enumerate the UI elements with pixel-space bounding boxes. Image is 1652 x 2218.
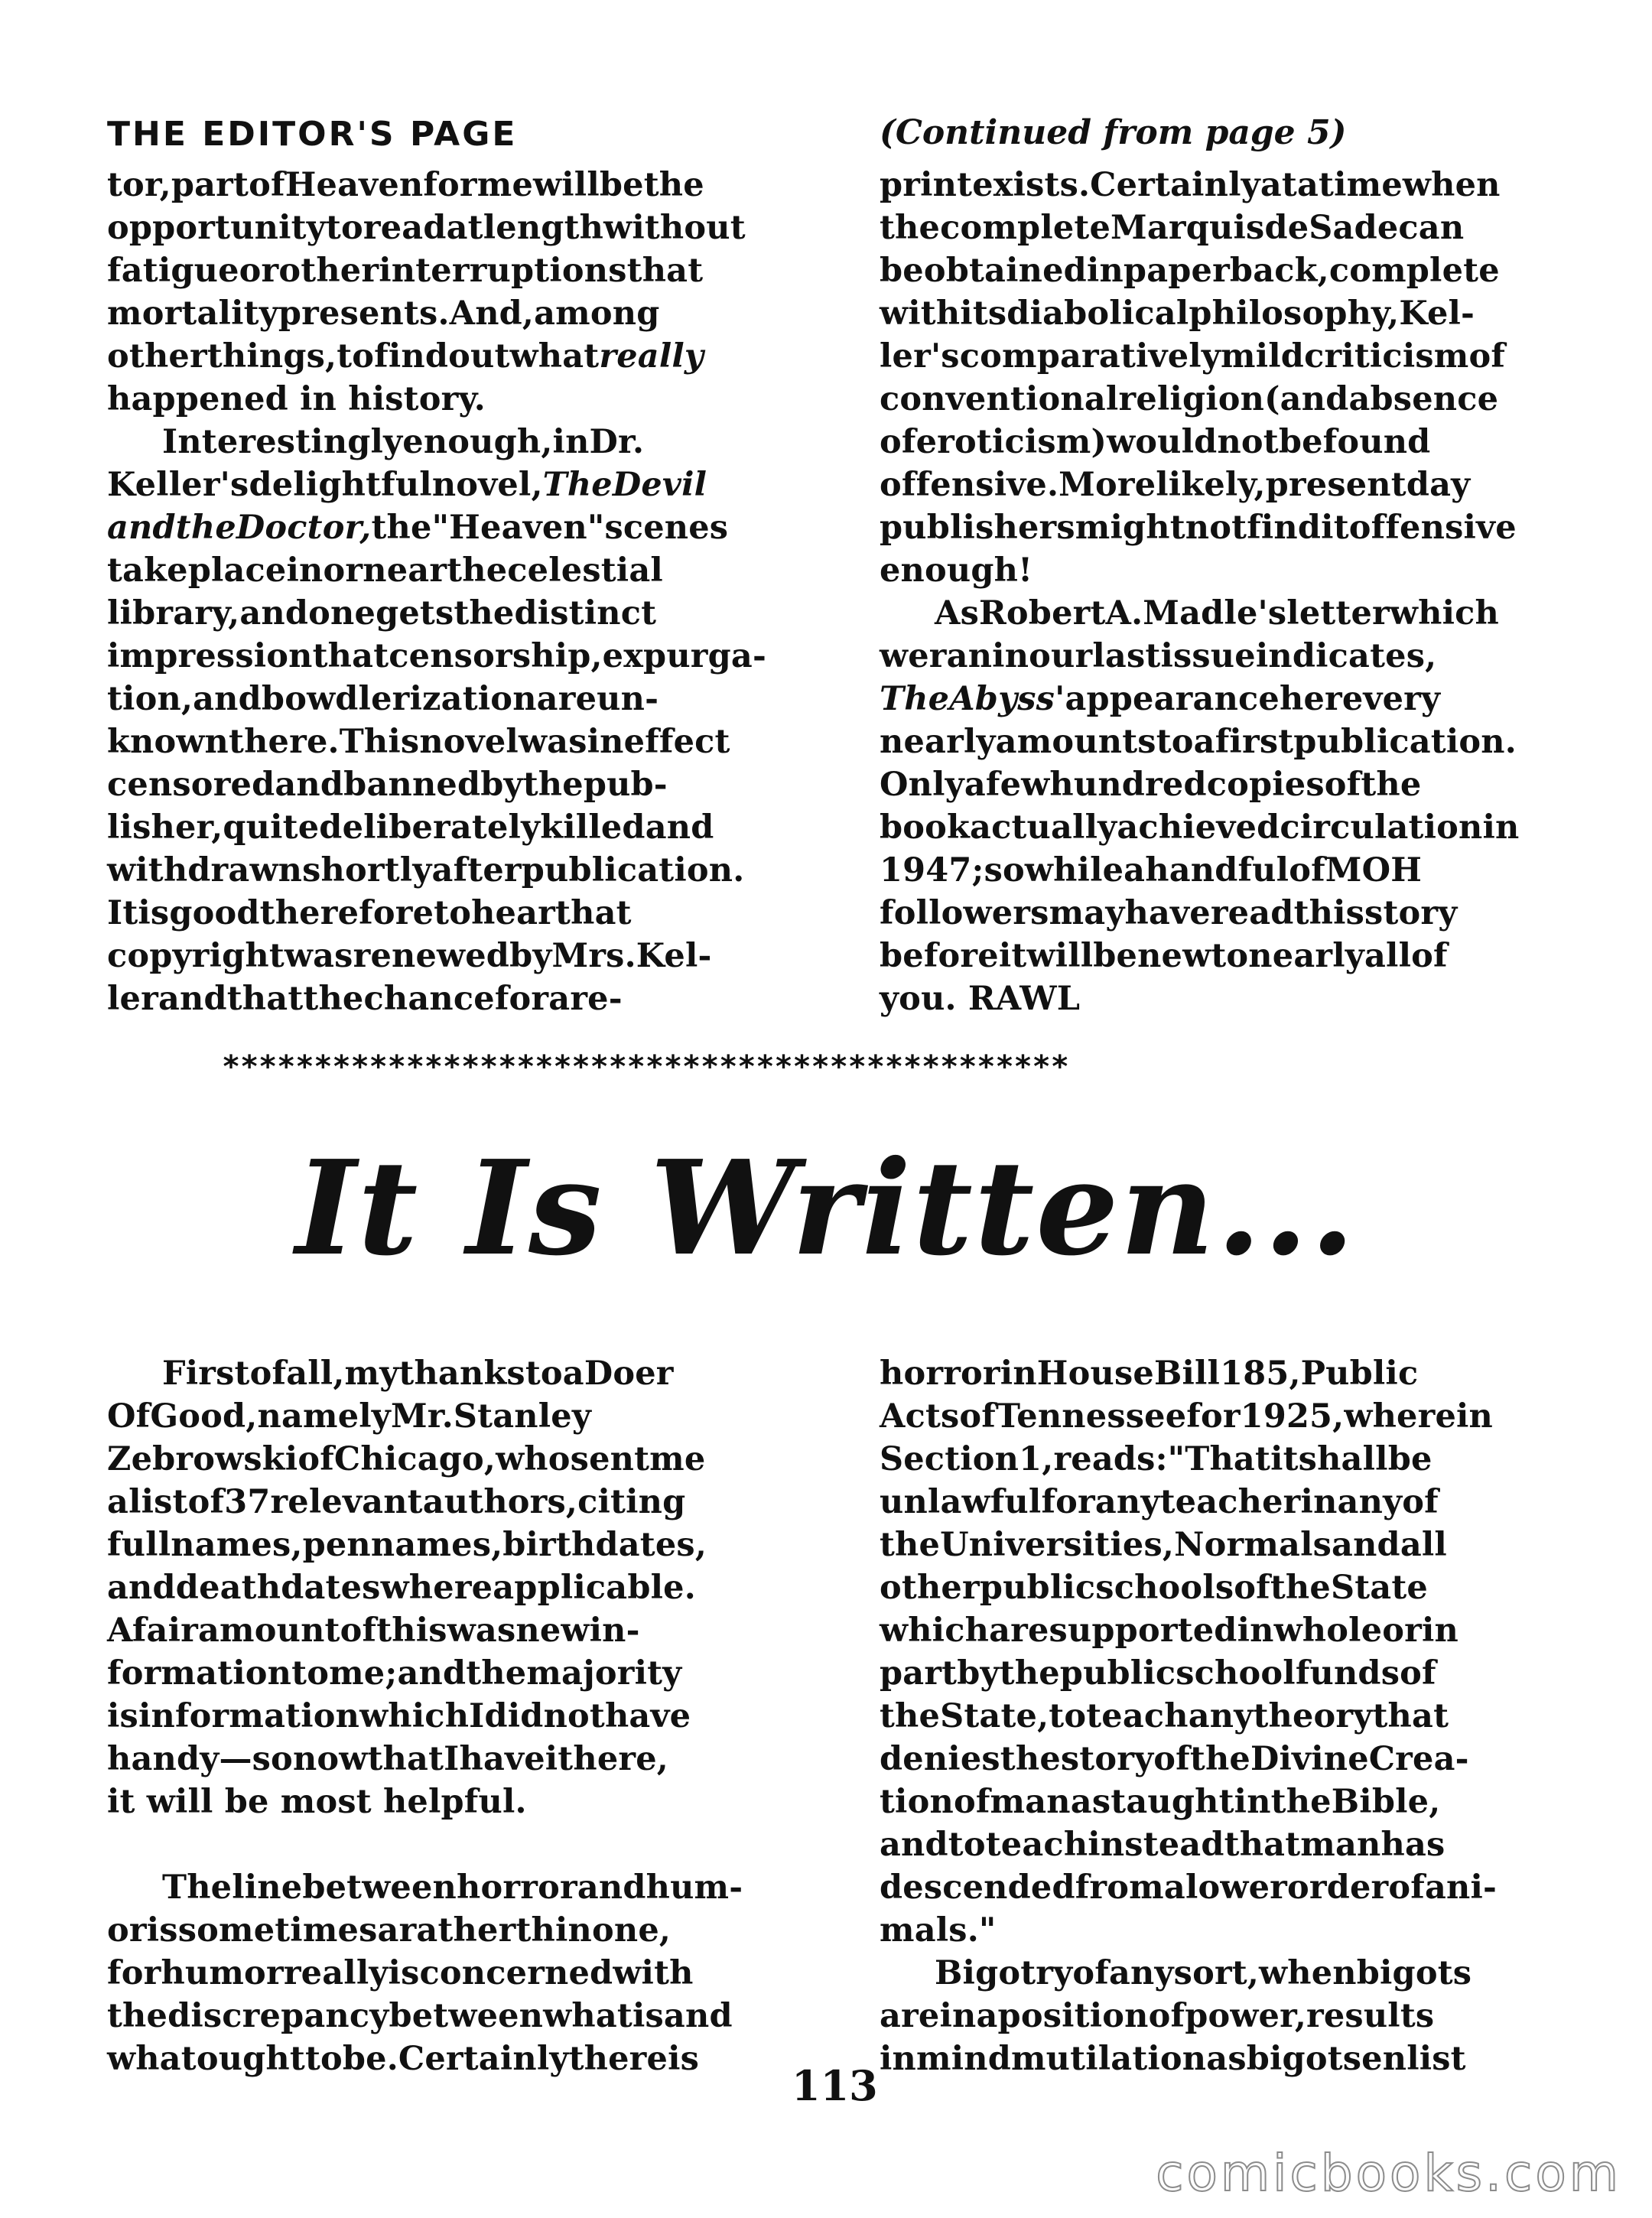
text-line: you. RAWL <box>880 980 1081 1018</box>
text-line: inmindmutilationasbigotsenlist <box>880 2040 1466 2078</box>
text-line: weraninourlastissueindicates, <box>880 637 1437 675</box>
text-line: anddeathdateswhereapplicable. <box>107 1569 696 1607</box>
text-line: knownthere.Thisnovelwasineffect <box>107 723 730 761</box>
text-line: deniesthestoryoftheDivineCrea- <box>880 1740 1469 1778</box>
text-line: Keller'sdelightfulnovel,TheDevil <box>107 466 707 504</box>
text-line: publishersmightnotfinditoffensive <box>880 509 1517 547</box>
text-line: ActsofTennesseefor1925,wherein <box>880 1397 1494 1436</box>
text-line: beforeitwillbenewtonearlyallof <box>880 937 1448 975</box>
text-line: thecompleteMarquisdeSadecan <box>880 209 1465 247</box>
watermark-logo: comicbooks.com <box>1156 2144 1621 2203</box>
text-line: horrorinHouseBill185,Public <box>880 1355 1419 1393</box>
text-line: Firstofall,mythankstoaDoer <box>162 1355 674 1393</box>
text-line: withitsdiabolicalphilosophy,Kel- <box>880 294 1475 333</box>
text-line: withdrawnshortlyafterpublication. <box>107 851 745 889</box>
continued-note: (Continued from page 5) <box>880 113 1347 152</box>
text-line: orissometimesaratherthinone, <box>107 1911 672 1950</box>
text-line: otherthings,tofindoutwhatreally <box>107 337 704 376</box>
editor-column-right <box>880 164 1553 1020</box>
written-column-right <box>880 1352 1553 2080</box>
text-line: ZebrowskiofChicago,whosentme <box>107 1440 706 1478</box>
text-line: Interestinglyenough,inDr. <box>162 423 645 461</box>
written-column-left <box>107 1352 780 2080</box>
text-line: andtheDoctor,the"Heaven"scenes <box>107 509 729 547</box>
text-line: offensive.Morelikely,presentday <box>880 466 1471 504</box>
text-line: areinapositionofpower,results <box>880 1997 1435 2035</box>
text-line: TheAbyss'appearanceherevery <box>880 680 1441 718</box>
text-line: Section1,reads:"Thatitshallbe <box>880 1440 1432 1478</box>
text-line: Onlyafewhundredcopiesofthe <box>880 766 1422 804</box>
text-line: otherpublicschoolsoftheState <box>880 1569 1428 1607</box>
section-title: THE EDITOR'S PAGE <box>107 115 518 154</box>
section-heading-it-is-written: It Is Written... <box>295 1132 1357 1285</box>
text-line: bookactuallyachievedcirculationin <box>880 808 1520 847</box>
text-line: beobtainedinpaperback,complete <box>880 252 1500 290</box>
text-line: impressionthatcensorship,expurga- <box>107 637 767 675</box>
text-line: descendedfromalowerorderofani- <box>880 1868 1498 1907</box>
text-line: enough! <box>880 551 1033 590</box>
text-line: formationtome;andthemajority <box>107 1654 682 1693</box>
text-line: whicharesupportedinwholeorin <box>880 1611 1459 1650</box>
text-line: mals." <box>880 1911 997 1950</box>
text-line: forhumorreallyisconcernedwith <box>107 1954 694 1992</box>
text-line: oferoticism)wouldnotbefound <box>880 423 1431 461</box>
editor-column-left <box>107 164 780 1020</box>
text-line: library,andonegetsthedistinct <box>107 594 657 633</box>
text-line: unlawfulforanyteacherinanyof <box>880 1483 1439 1521</box>
text-line: takeplaceinornearthecelestial <box>107 551 663 590</box>
text-line: andtoteachinsteadthatmanhas <box>880 1826 1446 1864</box>
text-line: Thelinebetweenhorrorandhum- <box>162 1868 743 1907</box>
page-number: 113 <box>792 2061 878 2110</box>
text-line: tion,andbowdlerizationareun- <box>107 680 659 718</box>
text-line: partbythepublicschoolfundsof <box>880 1654 1436 1693</box>
text-line: tionofmanastaughtintheBible, <box>880 1783 1441 1821</box>
text-line: it will be most helpful. <box>107 1783 527 1821</box>
blank-line <box>107 1823 780 1866</box>
text-line: Bigotryofanysort,whenbigots <box>935 1954 1472 1992</box>
text-line: fatigueorotherinterruptionsthat <box>107 252 704 290</box>
text-line: opportunitytoreadatlengthwithout <box>107 209 746 247</box>
text-line: tor,partofHeavenformewillbethe <box>107 166 704 204</box>
text-line: nearlyamountstoafirstpublication. <box>880 723 1517 761</box>
text-line: printexists.Certainlyatatimewhen <box>880 166 1501 204</box>
text-line: thediscrepancybetweenwhatisand <box>107 1997 733 2035</box>
text-line: lerandthatthechanceforare- <box>107 980 623 1018</box>
text-line: censoredandbannedbythepub- <box>107 766 668 804</box>
text-line: happened in history. <box>107 380 486 418</box>
star-divider: ********************************************** <box>222 1049 1069 1085</box>
text-line: mortalitypresents.And,among <box>107 294 660 333</box>
text-line: conventionalreligion(andabsence <box>880 380 1499 418</box>
text-line: alistof37relevantauthors,citing <box>107 1483 686 1521</box>
text-line: lisher,quitedeliberatelykilledand <box>107 808 714 847</box>
text-line: theState,toteachanytheorythat <box>880 1697 1449 1735</box>
text-line: ler'scomparativelymildcriticismof <box>880 337 1506 376</box>
text-line: handy—sonowthatIhaveithere, <box>107 1740 668 1778</box>
text-line: Afairamountofthiswasnewin- <box>107 1611 640 1650</box>
text-line: isinformationwhichIdidnothave <box>107 1697 691 1735</box>
text-line: followersmayhavereadthisstory <box>880 894 1458 932</box>
text-line: Itisgoodthereforetohearthat <box>107 894 632 932</box>
text-line: AsRobertA.Madle'sletterwhich <box>935 594 1499 633</box>
text-line: theUniversities,Normalsandall <box>880 1526 1447 1564</box>
text-line: copyrightwasrenewedbyMrs.Kel- <box>107 937 712 975</box>
text-line: 1947;sowhileahandfulofMOH <box>880 851 1423 889</box>
text-line: whatoughttobe.Certainlythereis <box>107 2040 700 2078</box>
text-line: fullnames,pennames,birthdates, <box>107 1526 707 1564</box>
text-line: OfGood,namelyMr.Stanley <box>107 1397 592 1436</box>
